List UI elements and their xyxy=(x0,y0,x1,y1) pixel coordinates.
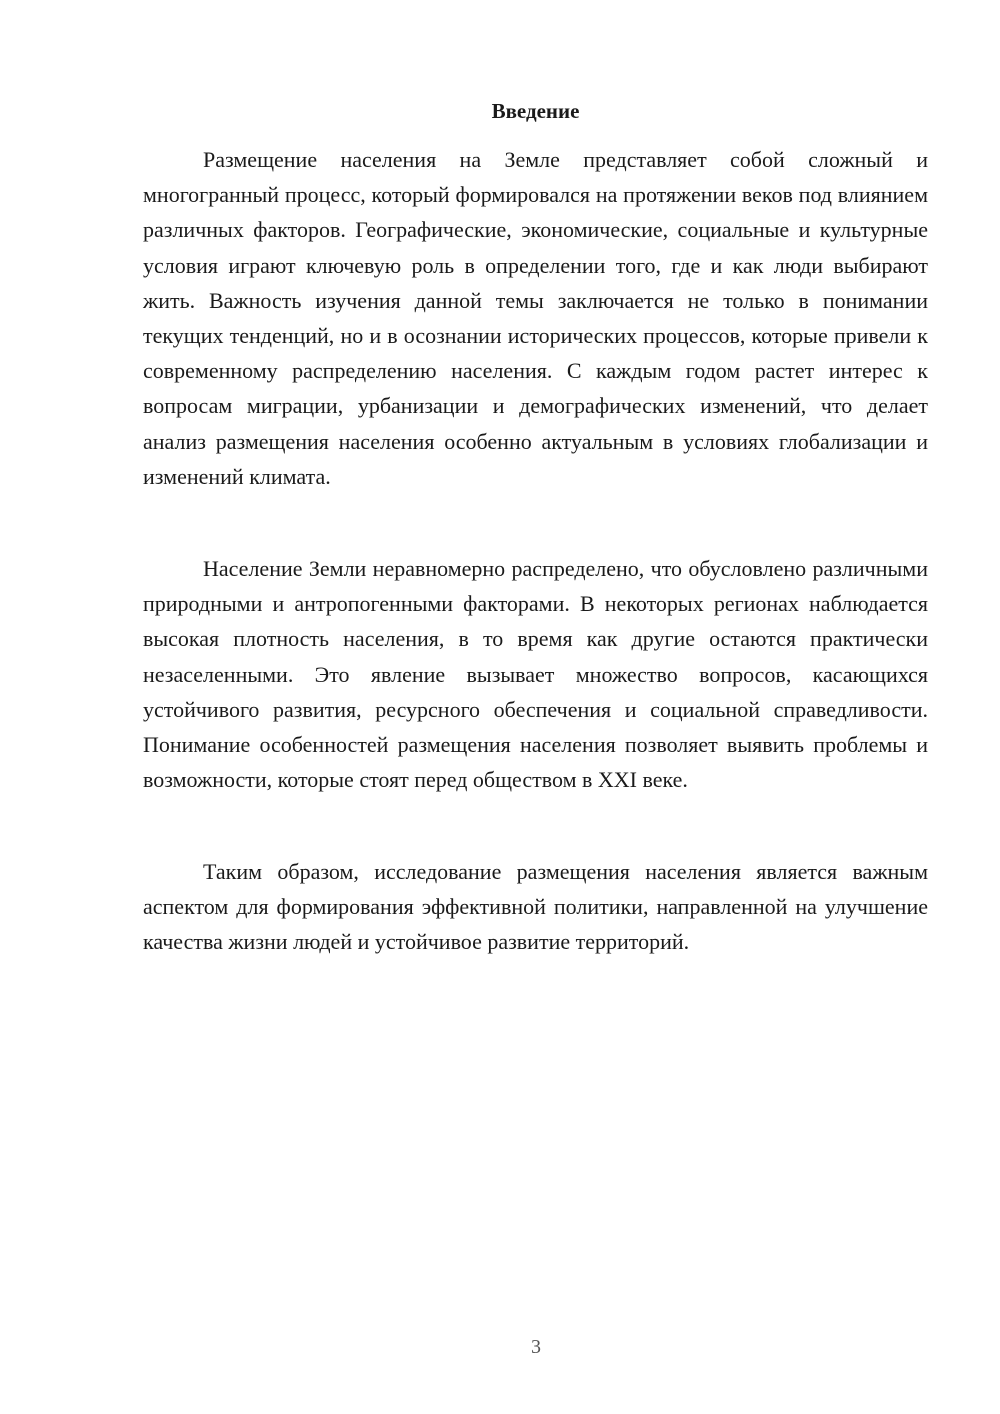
paragraph: Размещение населения на Земле представляет собой сложный и многогранный процесс, который формировался на протяжении веков под влиянием различных факторов. Географические, экономические, социальные и культурные условия играют ключевую роль в определении того, где и как люди выбирают жить. Важность изучения данной темы заключается не только в понимании текущих тенденций, но и в осознании исторических процессов, которые привели к современному распределению населения. С каждым годом растет интерес к вопросам миграции, урбанизации и демографических изменений, что делает анализ размещения населения особенно актуальным в условиях глобализации и изменений климата. xyxy=(143,147,928,489)
paragraph: Таким образом, исследование размещения населения является важным аспектом для формирования эффективной политики, направленной на улучшение качества жизни людей и устойчивое развитие территорий. xyxy=(143,859,928,955)
page-number: 3 xyxy=(531,1336,541,1358)
section-heading: Введение xyxy=(491,99,580,123)
paragraph: Население Земли неравномерно распределено, что обусловлено различными природными и антропогенными факторами. В некоторых регионах наблюдается высокая плотность населения, в то время как другие остаются практически незаселенными. Это явление вызывает множество вопросов, касающихся устойчивого развития, ресурсного обеспечения и социальной справедливости. Понимание особенностей размещения населения позволяет выявить проблемы и возможности, которые стоят перед обществом в XXI веке. xyxy=(143,556,928,793)
